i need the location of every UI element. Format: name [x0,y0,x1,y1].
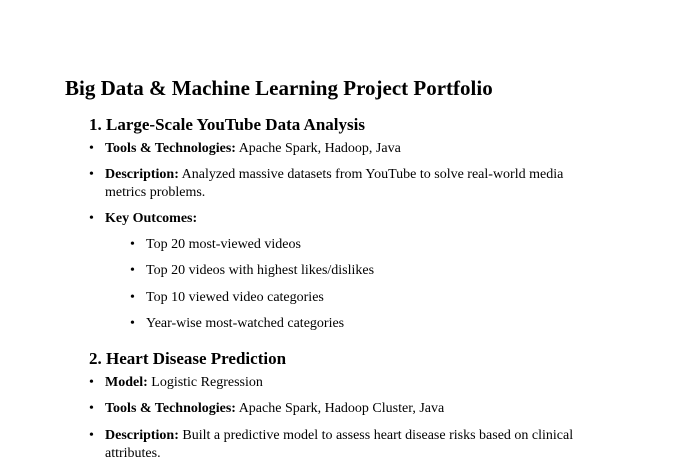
outcome-item [130,289,586,307]
item-label: Description: [105,167,179,182]
project-heading-youtube: 1. Large-Scale YouTube Data Analysis [89,115,365,134]
item-label: Description: [105,428,179,443]
list-item-description [89,166,605,202]
outcome-text: Top 20 videos with highest likes/dislikes [146,263,375,278]
bullet-icon: • [89,211,94,226]
bullet-icon: • [130,290,135,305]
item-text: Apache Spark, Hadoop, Java [235,141,401,156]
item-text: Logistic Regression [147,375,263,390]
bullet-icon: • [130,237,135,252]
page-title: Big Data & Machine Learning Project Portfolio [65,76,493,100]
item-label: Tools & Technologies: [105,401,236,416]
project-heading-heart-disease: 2. Heart Disease Prediction [89,349,287,368]
item-text: Built a predictive model to assess heart disease risks based on clinical attributes. [105,428,574,461]
outcome-item [130,315,586,333]
item-label: Model: [105,375,148,390]
bullet-icon: • [130,316,135,331]
bullet-icon: • [89,401,94,416]
item-label: Tools & Technologies: [105,141,236,156]
item-label: Key Outcomes: [105,211,198,226]
list-item-description [89,427,605,463]
outcome-item [130,262,586,280]
bullet-icon: • [89,428,94,443]
outcome-text: Top 20 most-viewed videos [146,237,301,252]
list-item-tools [89,140,605,158]
outcome-item [130,236,586,254]
bullet-icon: • [89,141,94,156]
bullet-icon: • [89,167,94,182]
bullet-icon: • [89,375,94,390]
bullet-icon: • [130,263,135,278]
list-item-key-outcomes [89,210,605,228]
outcome-text: Top 10 viewed video categories [146,290,324,305]
list-item-model [89,374,605,392]
item-text: Apache Spark, Hadoop Cluster, Java [235,401,445,416]
item-text: Analyzed massive datasets from YouTube to solve real-world media metrics problems. [105,167,564,200]
outcome-text: Year-wise most-watched categories [146,316,345,331]
list-item-tools [89,400,605,418]
